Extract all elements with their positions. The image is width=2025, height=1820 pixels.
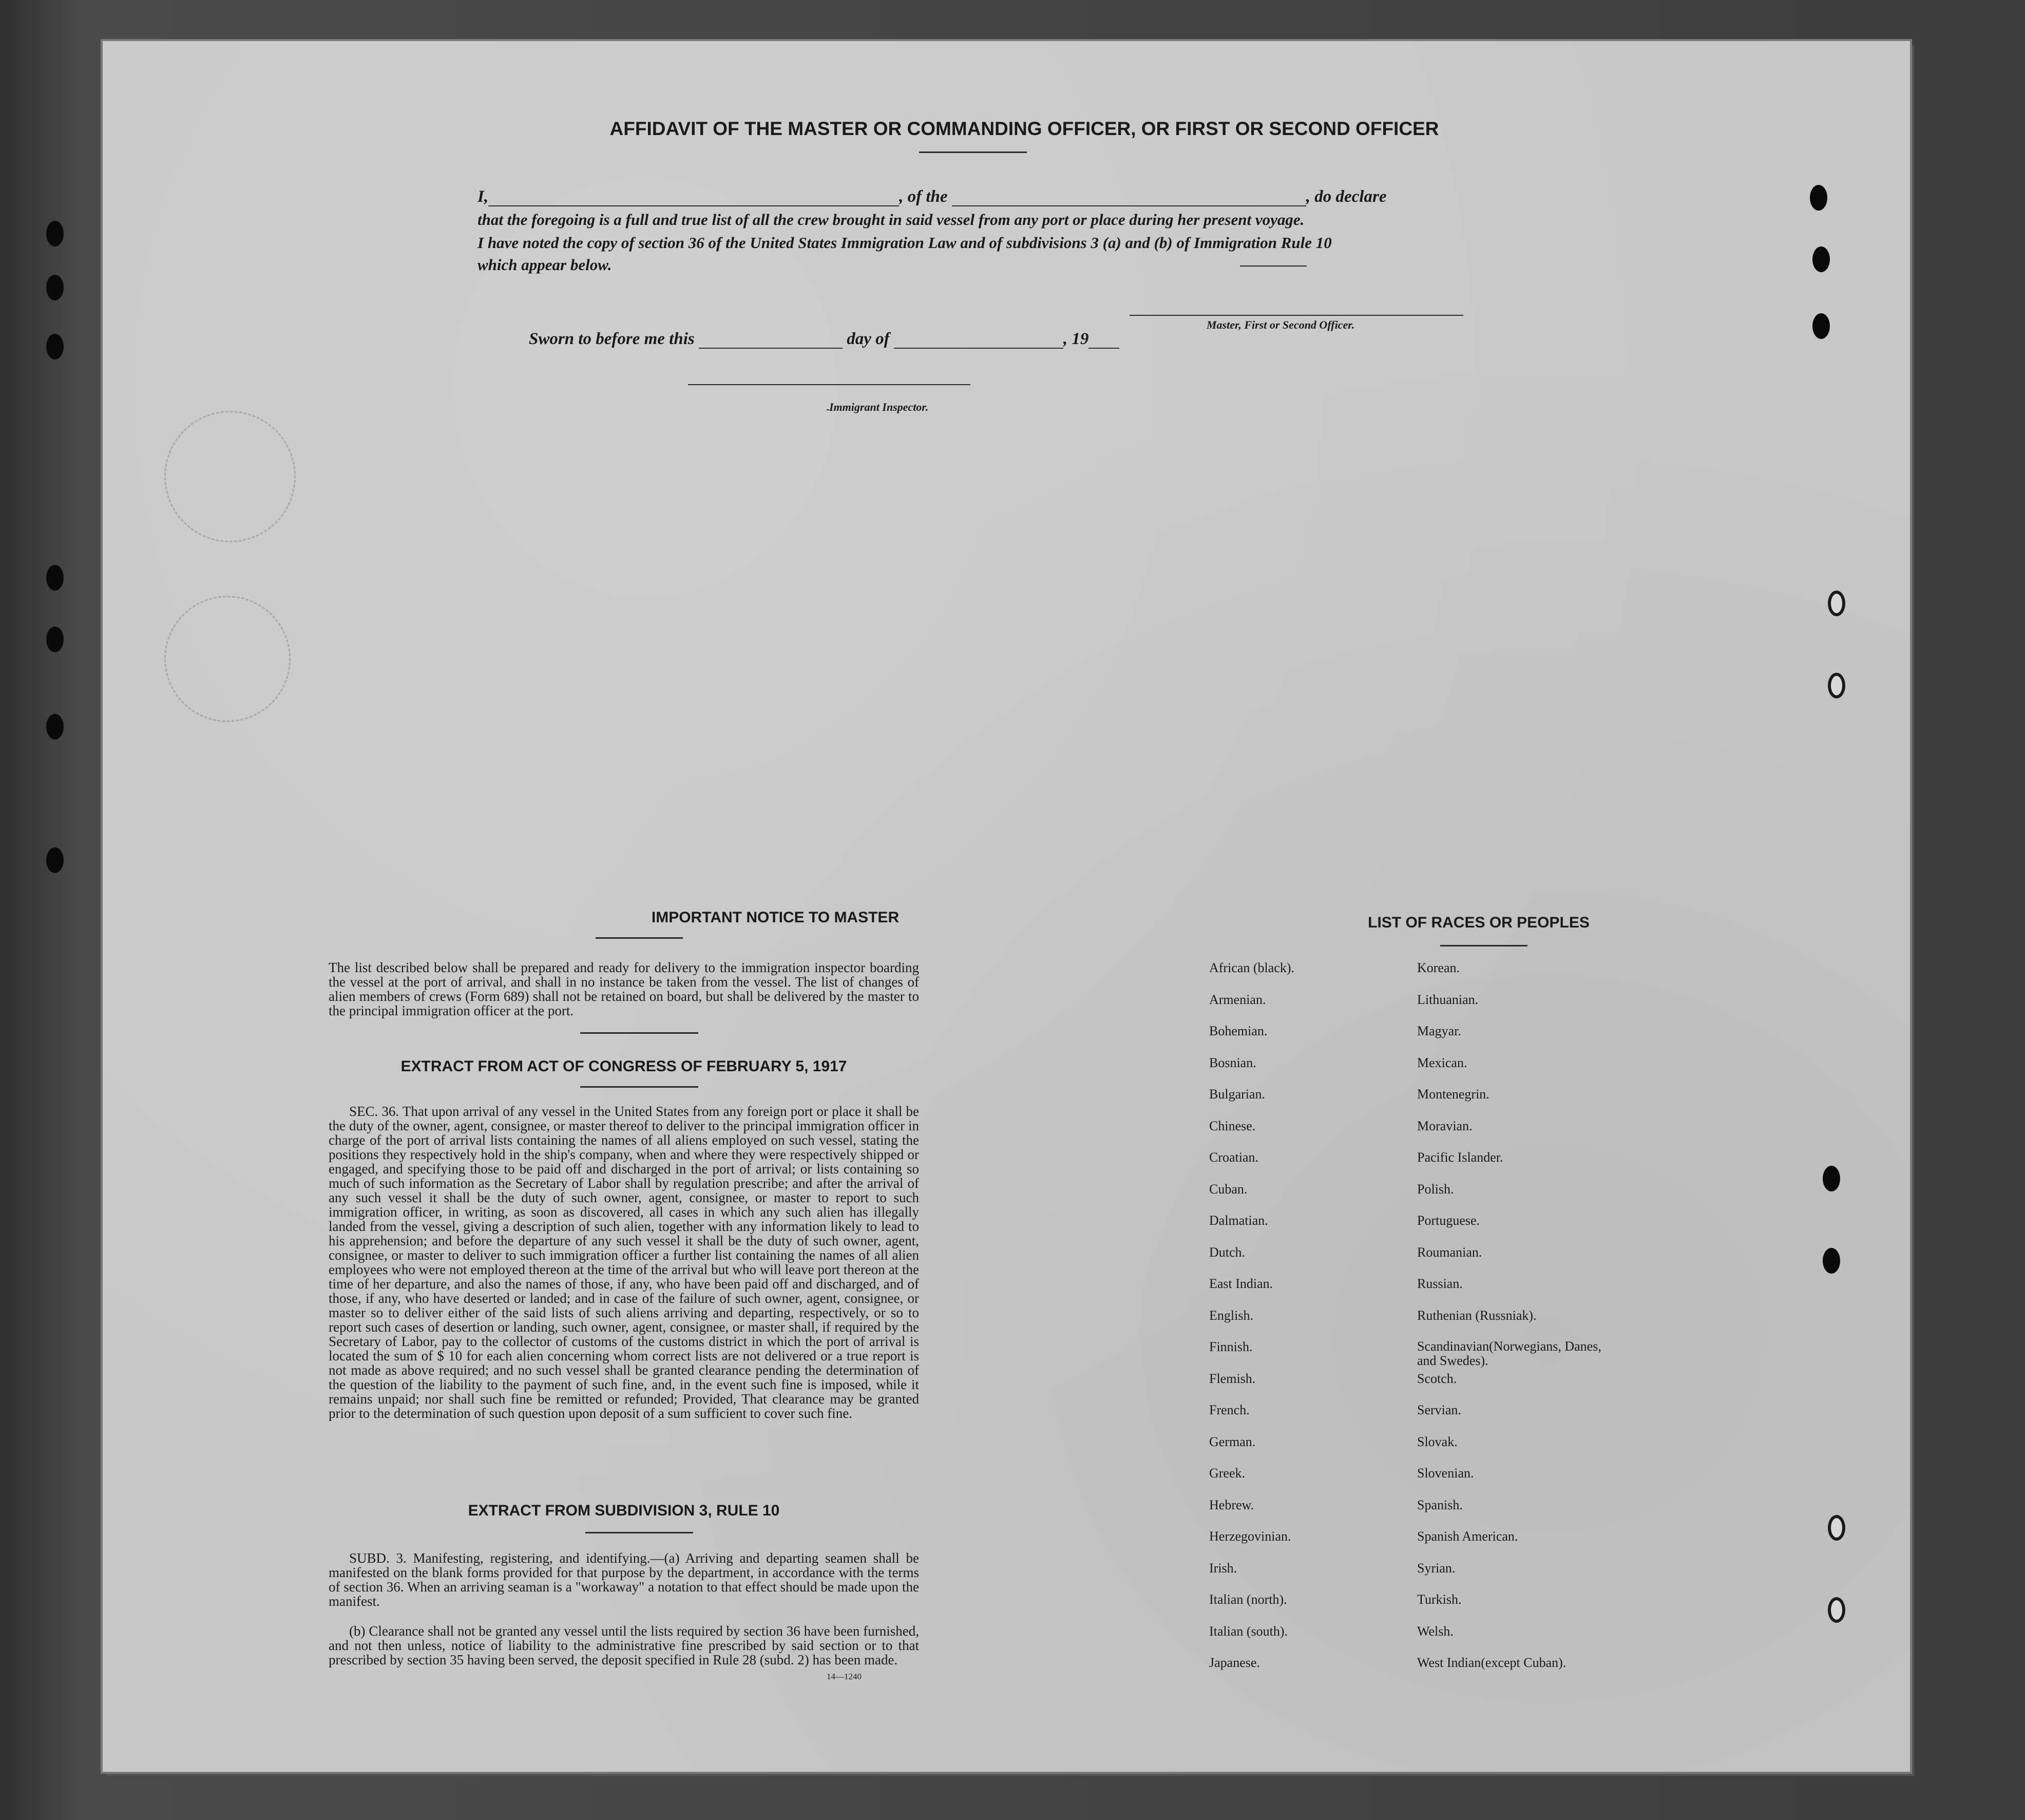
- race-item: Spanish American.: [1417, 1529, 1518, 1544]
- race-item: Moravian.: [1417, 1118, 1473, 1133]
- act-heading: EXTRACT FROM ACT OF CONGRESS OF FEBRUARY 5, 1917: [400, 1058, 847, 1075]
- races-heading: LIST OF RACES OR PEOPLES: [1368, 914, 1590, 931]
- race-item: Polish.: [1417, 1181, 1454, 1197]
- race-item: Flemish.: [1209, 1371, 1256, 1386]
- race-item: Portuguese.: [1417, 1213, 1480, 1228]
- affidavit-of-the: , of the: [899, 187, 948, 206]
- race-item: Roumanian.: [1417, 1244, 1482, 1260]
- race-item: Japanese.: [1209, 1655, 1260, 1670]
- notice-text: The list described below shall be prepared and ready for delivery to the immigration inspector boarding the vessel at the port of arrival, and shall in no instance be taken from the vessel. The list of changes of alien members of crews (Form 689) shall not be retained on board, but shall be delivered by the master to the principal immigration officer at the port.: [329, 960, 919, 1018]
- race-item: East Indian.: [1209, 1276, 1273, 1291]
- race-item: Hebrew.: [1209, 1497, 1254, 1512]
- race-item: African (black).: [1209, 960, 1295, 975]
- faint-stamp-icon: [164, 411, 296, 542]
- affidavit-i: I,: [477, 187, 489, 206]
- race-item: Montenegrin.: [1417, 1087, 1489, 1102]
- binder-hole-icon: [1812, 313, 1830, 339]
- race-item: Cuban.: [1209, 1181, 1248, 1197]
- race-item: Spanish.: [1417, 1497, 1463, 1512]
- race-item: Italian (south).: [1209, 1623, 1288, 1639]
- race-item: Slovak.: [1417, 1434, 1458, 1449]
- rule-heading: EXTRACT FROM SUBDIVISION 3, RULE 10: [468, 1502, 780, 1519]
- binder-hole-icon: [1812, 247, 1830, 272]
- race-item: English.: [1209, 1307, 1253, 1323]
- race-item: Chinese.: [1209, 1118, 1256, 1133]
- sworn-month-blank: [894, 348, 1063, 349]
- race-item: Pacific Islander.: [1417, 1150, 1503, 1165]
- rule-text-a: SUBD. 3. Manifesting, registering, and identifying.—(a) Arriving and departing seamen shall be manifested on the blank forms provided for that purpose by the department, in accordance with the terms of section 36. When an arriving seaman is a "workaway" a notation to that effect should be made upon the manifest.: [329, 1550, 919, 1609]
- race-item: West Indian(except Cuban).: [1417, 1655, 1566, 1670]
- binder-hole-icon: [1828, 673, 1845, 698]
- race-item: Slovenian.: [1417, 1466, 1474, 1481]
- affidavit-line-3: I have noted the copy of section 36 of the United States Immigration Law and of subdivisions 3 (a) and (b) of Immigration Rule 10: [477, 234, 1332, 252]
- race-item: Servian.: [1417, 1402, 1461, 1417]
- race-item: Bosnian.: [1209, 1055, 1256, 1070]
- affidavit-title: AFFIDAVIT OF THE MASTER OR COMMANDING OFFICER, OR FIRST OR SECOND OFFICER: [609, 118, 1439, 139]
- race-item: Welsh.: [1417, 1623, 1454, 1639]
- divider: [596, 937, 683, 939]
- sworn-date-blank: [699, 348, 843, 349]
- binder-hole-icon: [1828, 591, 1845, 616]
- name-blank: [488, 205, 899, 206]
- race-item: Lithuanian.: [1417, 992, 1479, 1007]
- race-item: Scandinavian(Norwegians, Danes, and Swedes).: [1417, 1339, 1601, 1368]
- race-item: Syrian.: [1417, 1560, 1456, 1576]
- race-item: Croatian.: [1209, 1150, 1259, 1165]
- inspector-signature-line: [688, 384, 970, 385]
- form-number: 14—1240: [827, 1672, 862, 1681]
- binder-hole-icon: [46, 627, 64, 652]
- race-item: Finnish.: [1209, 1339, 1253, 1354]
- binder-hole-icon: [46, 565, 64, 591]
- sworn-year-blank: [1088, 348, 1119, 349]
- divider: [919, 151, 1027, 153]
- divider: [585, 1532, 693, 1533]
- master-signature-line: [1130, 315, 1463, 316]
- sworn-day: day of: [847, 330, 890, 348]
- binder-hole-icon: [1823, 1248, 1840, 1274]
- master-label: Master, First or Second Officer.: [1207, 318, 1355, 331]
- act-text: SEC. 36. That upon arrival of any vessel in the United States from any foreign port or place it shall be the duty of the owner, agent, consignee, or master thereof to deliver to the principal immigration officer in charge of the port of arrival lists containing the names of all aliens employed on such vessel, stating the positions they respectively hold in the ship's company, when and where they were respectively shipped or engaged, and specifying those to be paid off and discharged in the port of arrival; or lists containing so much of such information as the Secretary of Labor shall by regulation prescribe; and after the arrival of any such vessel it shall be the duty of such owner, agent, consignee, or master to report to such immigration officer, in writing, as soon as discovered, all cases in which any such alien has illegally landed from the vessel, giving a description of such alien, together with any information likely to lead to his apprehension; and before the departure of any such vessel it shall be the duty of such owner, agent, consignee, or master to deliver to such immigration officer a further list containing the names of all alien employees who were not employed thereon at the time of the arrival but who will leave port thereon at the time of her departure, and also the names of those, if any, who have been paid off and discharged, and of those, if any, who have deserted or landed; and in case of the failure of such owner, agent, consignee, or master so to deliver either of the said lists of such aliens arriving and departing, respectively, or so to report such cases of desertion or landing, such owner, agent, consignee, or master shall, if required by the Secretary of Labor, pay to the collector of customs of the customs district in which the port of arrival is located the sum of $ 10 for each alien concerning whom correct lists are not delivered or a true report is not made as above required; and no such vessel shall be granted clearance pending the determination of the question of the liability to the payment of such fine, and, in the event such fine is imposed, while it remains unpaid; nor shall such fine be remitted or refunded; Provided, That clearance may be granted prior to the determination of such question upon deposit of a sum sufficient to cover such fine.: [329, 1104, 919, 1421]
- affidavit-line-1: [477, 187, 1386, 206]
- race-item: Scotch.: [1417, 1371, 1457, 1386]
- race-item: Irish.: [1209, 1560, 1237, 1576]
- divider: [1240, 266, 1307, 267]
- affidavit-line-2: that the foregoing is a full and true list of all the crew brought in said vessel from any port or place during her present voyage.: [477, 211, 1305, 229]
- sworn-prefix: Sworn to before me this: [529, 330, 695, 348]
- race-item: Greek.: [1209, 1466, 1246, 1481]
- binder-hole-icon: [46, 275, 64, 300]
- manifest-page: [103, 41, 1910, 1772]
- binder-hole-icon: [1828, 1597, 1845, 1623]
- binder-hole-icon: [1828, 1515, 1845, 1541]
- divider: [827, 409, 829, 410]
- divider: [580, 1032, 698, 1034]
- binder-hole-icon: [1810, 185, 1827, 211]
- binder-hole-icon: [1823, 1166, 1840, 1191]
- race-item: Italian (north).: [1209, 1592, 1287, 1607]
- binder-hole-icon: [46, 221, 64, 247]
- races-right-column: [1417, 960, 1746, 1679]
- race-item: Mexican.: [1417, 1055, 1467, 1070]
- race-item: Herzegovinian.: [1209, 1529, 1291, 1544]
- race-item: Magyar.: [1417, 1023, 1461, 1038]
- rule-text-b: (b) Clearance shall not be granted any vessel until the lists required by section 36 have been furnished, and not then unless, notice of liability to the administrative fine prescribed by said section or to that prescribed by section 35 having been served, the deposit specified in Rule 28 (subd. 2) has been made.: [329, 1623, 919, 1667]
- race-item: Ruthenian (Russniak).: [1417, 1307, 1537, 1323]
- binder-hole-icon: [46, 334, 64, 359]
- race-item: Armenian.: [1209, 992, 1266, 1007]
- vessel-blank: [952, 205, 1306, 206]
- binder-hole-icon: [46, 847, 64, 873]
- race-item: Korean.: [1417, 960, 1460, 975]
- affidavit-declare: , do declare: [1306, 187, 1387, 206]
- race-item: Bulgarian.: [1209, 1087, 1266, 1102]
- notice-heading: IMPORTANT NOTICE TO MASTER: [651, 909, 900, 926]
- binder-hole-icon: [46, 714, 64, 740]
- divider: [1440, 945, 1527, 946]
- inspector-label: Immigrant Inspector.: [829, 401, 929, 413]
- race-item: Dutch.: [1209, 1244, 1246, 1260]
- race-item: Turkish.: [1417, 1592, 1462, 1607]
- race-item: Dalmatian.: [1209, 1213, 1268, 1228]
- affidavit-line-4: which appear below.: [477, 256, 612, 274]
- divider: [580, 1086, 698, 1088]
- race-item: Russian.: [1417, 1276, 1463, 1291]
- faint-stamp-icon: [164, 596, 291, 722]
- race-item: Bohemian.: [1209, 1023, 1268, 1038]
- sworn-line: [529, 330, 1119, 349]
- race-item: German.: [1209, 1434, 1256, 1449]
- sworn-year: , 19: [1063, 330, 1089, 348]
- race-item: French.: [1209, 1402, 1250, 1417]
